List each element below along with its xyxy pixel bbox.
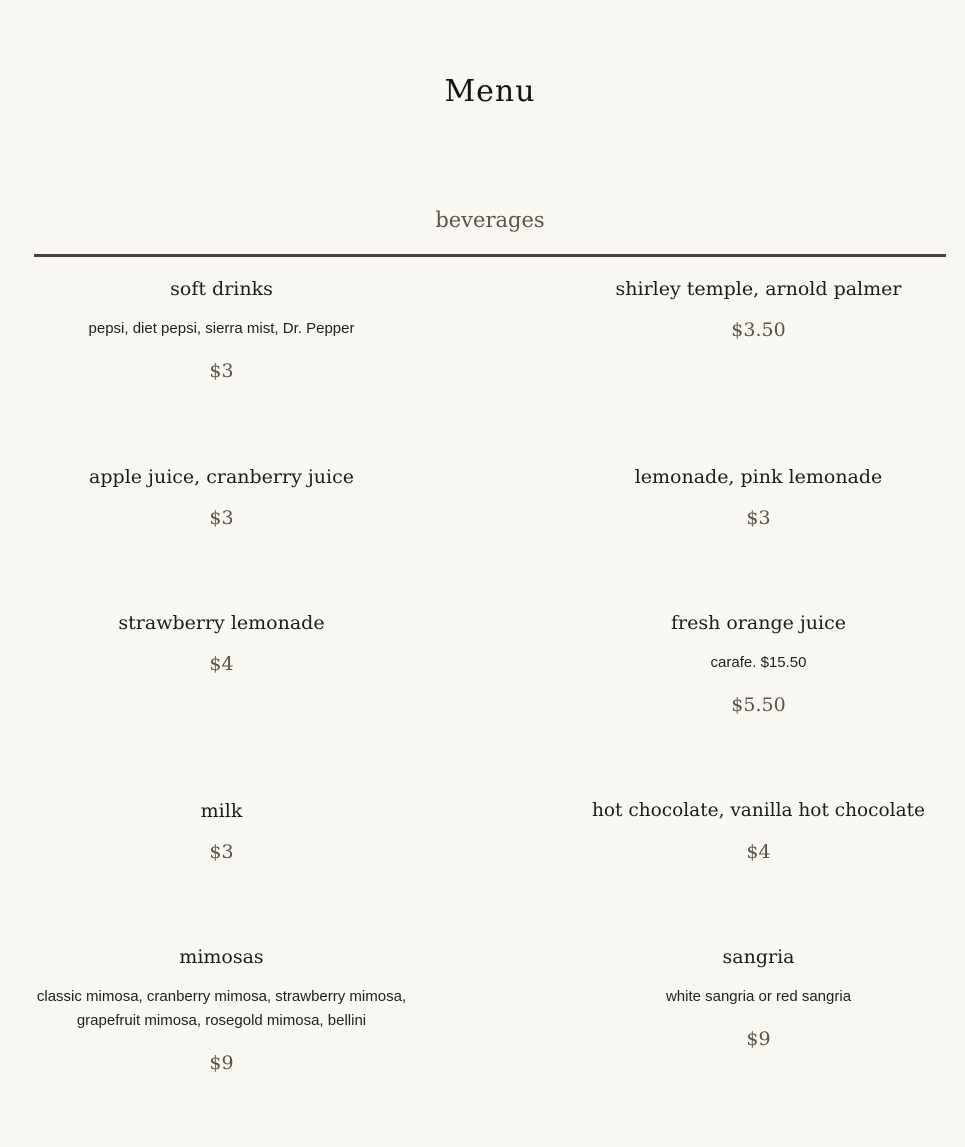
- menu-item-hot-chocolate: [571, 799, 946, 864]
- menu-item-sangria: [571, 945, 946, 1051]
- item-price: $3.50: [731, 319, 786, 341]
- item-name: milk: [200, 800, 243, 822]
- item-name: hot chocolate, vanilla hot chocolate: [591, 800, 926, 821]
- item-price: $3: [209, 841, 234, 863]
- item-price: $4: [746, 841, 771, 863]
- menu-item-lemonade: [571, 465, 946, 530]
- item-price: $4: [209, 653, 234, 675]
- menu-item-mimosas: [34, 945, 409, 1075]
- item-price: $3: [209, 360, 234, 382]
- item-price: $9: [209, 1052, 234, 1074]
- menu-item-shirley-temple: [571, 277, 946, 342]
- page-title: Menu: [444, 74, 536, 109]
- menu-item-soft-drinks: [34, 277, 409, 383]
- item-description: pepsi, diet pepsi, sierra mist, Dr. Pepper: [88, 320, 355, 337]
- item-description: classic mimosa, cranberry mimosa, strawberry mimosa, grapefruit mimosa, rosegold mimosa, bellini: [36, 988, 407, 1029]
- item-name: apple juice, cranberry juice: [89, 466, 354, 488]
- item-name: sangria: [722, 946, 795, 968]
- item-name: soft drinks: [170, 278, 273, 300]
- item-name: mimosas: [179, 946, 264, 968]
- menu-item-milk: [34, 799, 409, 864]
- item-price: $3: [209, 507, 234, 529]
- item-name: strawberry lemonade: [118, 612, 325, 634]
- item-description: carafe. $15.50: [710, 654, 807, 671]
- item-price: $3: [746, 507, 771, 529]
- item-price: $5.50: [731, 694, 786, 716]
- menu-item-strawberry-lemonade: [34, 611, 409, 676]
- section-divider: [34, 254, 946, 257]
- item-name: lemonade, pink lemonade: [634, 466, 883, 488]
- item-description: white sangria or red sangria: [665, 988, 852, 1005]
- item-name: fresh orange juice: [670, 612, 846, 634]
- item-price: $9: [746, 1028, 771, 1050]
- menu-item-fresh-orange-juice: [571, 611, 946, 717]
- section-title: beverages: [435, 208, 545, 232]
- menu-item-apple-juice: [34, 465, 409, 530]
- item-name: shirley temple, arnold palmer: [615, 278, 902, 300]
